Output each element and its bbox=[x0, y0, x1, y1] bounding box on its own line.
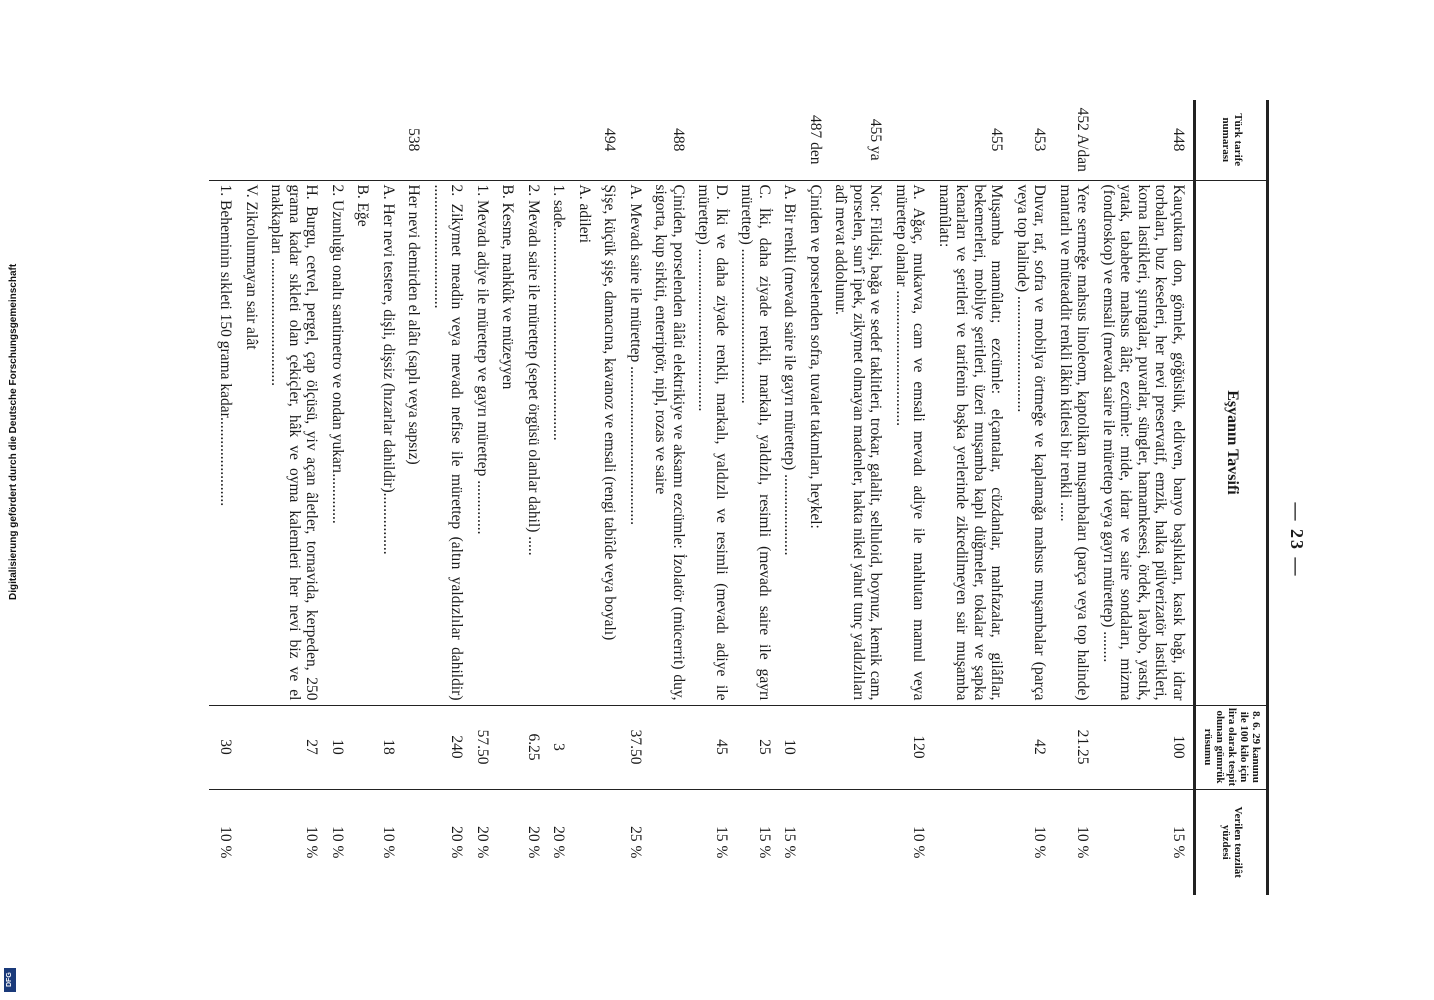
tariff-number-cell bbox=[491, 100, 517, 180]
description-cell: Her nevi demirden el alâtı (saplı veya sapsız) bbox=[397, 180, 423, 705]
description-cell: D. İki ve daha ziyade renkli, markalı, yaldızlı ve resimli (mevadı adiye ile mürettep) .......................................... bbox=[687, 180, 730, 705]
table-row bbox=[423, 100, 466, 895]
description-cell: 1. Mevadı adiye ile mürettep ve gayrı mürettep .............. bbox=[466, 180, 492, 705]
table-row bbox=[321, 100, 347, 895]
description-cell: Duvar, raf, sofra ve mobilya örtmeğe ve kaplamağa mahsus muşambalar (parça veya top halinde) .............................. bbox=[1006, 180, 1049, 705]
customs-duty-cell: 10 bbox=[773, 705, 799, 789]
digitization-credit: Digitalisierung gefördert durch die Deutsche Forschungsgemeinschaft bbox=[8, 263, 19, 600]
reduction-cell bbox=[568, 789, 594, 895]
tariff-number-cell: 494 bbox=[601, 128, 619, 152]
tariff-number-cell bbox=[423, 100, 466, 180]
customs-duty-cell: 45 bbox=[687, 705, 730, 789]
description-cell: 1. Beheminin sıkleti 150 grama kadar....................... bbox=[209, 180, 235, 705]
customs-duty-cell bbox=[644, 705, 687, 789]
customs-duty-cell: 30 bbox=[209, 705, 235, 789]
reduction-cell: 15 % bbox=[687, 789, 730, 895]
table-row bbox=[619, 100, 645, 895]
description-cell: A. Her nevi testere, dişli, dişsiz (hızarlar dahildir)................ bbox=[372, 180, 398, 705]
description-cell: 2. Zikymet meadin veya mevadı nefise ile mürettep (altın yaldızlılar dahildir) ................................ bbox=[423, 180, 466, 705]
customs-duty-cell: 10 bbox=[321, 705, 347, 789]
reduction-cell bbox=[799, 789, 825, 895]
description-cell: H. Burgu, cetvel, pergel, çap ölçüsü, yiv açan âletler, tornavida, kerpeden, 250 grama kadar sıkleti olan çekiçler, hâk ve oyma kalemleri her nevi biz ve el makkapları ................................. bbox=[260, 180, 321, 705]
description-cell: Muşamba mamûlatı; ezcümle: elçantalar, cüzdanlar, mahfazalar, gilâflar, bekemerleri, mobilye şeritleri, üzeri muşamba kaplı düğmeler, tokalar ve şapka kenarları ve şeritleri ve tarifenin başka yerlerinde zikredilmeyen sair muşamba mamûlatı: bbox=[928, 180, 1006, 705]
customs-duty-cell bbox=[397, 705, 423, 789]
customs-duty-cell: 120 bbox=[885, 705, 928, 789]
reduction-cell bbox=[644, 789, 687, 895]
tariff-number-cell: 538 bbox=[405, 128, 423, 152]
table-row bbox=[568, 100, 594, 895]
table-row bbox=[466, 100, 492, 895]
rotated-document-page bbox=[117, 100, 1317, 980]
tariff-number-cell bbox=[235, 100, 261, 180]
tariff-number-cell bbox=[346, 100, 372, 180]
customs-duty-cell bbox=[568, 705, 594, 789]
description-cell: Şişe, küçük şişe, damacına, kavanoz ve emsali (rengi tabiîde veya boyalı) bbox=[593, 180, 619, 705]
table-row bbox=[687, 100, 730, 895]
reduction-cell: 15 % bbox=[1092, 789, 1195, 895]
table-row bbox=[885, 100, 928, 895]
reduction-cell: 10 % bbox=[1049, 789, 1092, 895]
customs-duty-cell: 18 bbox=[372, 705, 398, 789]
description-cell: 2. Mevadı saire ile mürettep (sepet örgüsü olanlar dahil) ..... bbox=[517, 180, 543, 705]
reduction-cell: 20 % bbox=[542, 789, 568, 895]
table-row bbox=[1092, 100, 1195, 895]
table-row bbox=[773, 100, 799, 895]
description-cell: A. adileri bbox=[568, 180, 594, 705]
tariff-number-cell: 453 bbox=[1031, 128, 1049, 152]
tariff-number-cell bbox=[466, 100, 492, 180]
description-cell: A. Bir renkli (mevadı saire ile gayrı mürettep) ..................... bbox=[773, 180, 799, 705]
reduction-cell bbox=[824, 789, 885, 895]
tariff-number-cell bbox=[517, 100, 543, 180]
tariff-number-cell bbox=[730, 100, 773, 180]
tariff-table bbox=[209, 100, 1269, 895]
reduction-cell: 15 % bbox=[773, 789, 799, 895]
tariff-number-cell: 448 bbox=[1170, 128, 1187, 152]
customs-duty-cell: 6.25 bbox=[517, 705, 543, 789]
customs-duty-cell: 21.25 bbox=[1049, 705, 1092, 789]
description-cell: B. Kesme, mahkûk ve müzeyyen bbox=[491, 180, 517, 705]
customs-duty-cell: 240 bbox=[423, 705, 466, 789]
tariff-number-cell: 487 den bbox=[807, 114, 824, 165]
description-cell: 2. Uzunluğu onaltı santimetro ve ondan yukarı............. bbox=[321, 180, 347, 705]
header-customs-duty: 8. 6. 29 kanunu ile 100 kilo için lira olarak tespit olunan gümrük rüsumu bbox=[1195, 705, 1268, 789]
reduction-cell: 20 % bbox=[517, 789, 543, 895]
tariff-number-cell: 452 A/dan bbox=[1074, 107, 1092, 172]
description-cell: Kauçuktan don, gömlek, göğüslük, eldiven, banyo başlıkları, kasık bağı, idrar torbaları, buz keseleri, her nevi preservatif, emzik, halka pülverizatör lastikleri, korna lastikleri, şırıngalar, puvarlar, süngler, hamamkesesi, ördek, lavabo, yastık, yatak, tababete mahsus âlât; ezcümle: mide, idrar ve saire sondaları, mizma (fondroskop) ve emsali (mevadı saire ile mürettep veya gayrı mürettep) ........ bbox=[1092, 180, 1195, 705]
table-row bbox=[372, 100, 398, 895]
tariff-number-cell bbox=[260, 100, 321, 180]
tariff-number-cell bbox=[687, 100, 730, 180]
description-cell: A. Mevadı saire ile mürettep ......................................... bbox=[619, 180, 645, 705]
reduction-cell bbox=[928, 789, 1006, 895]
description-cell: C. İki, daha ziyade renkli, markalı, yaldızlı, resimli (mevadı saire ile gayrı mürettep) ........................................ bbox=[730, 180, 773, 705]
table-row bbox=[824, 100, 885, 895]
header-tariff-number: Türk tarife numarası bbox=[1195, 100, 1268, 180]
reduction-cell: 10 % bbox=[209, 789, 235, 895]
table-header-row bbox=[1195, 100, 1268, 895]
description-cell: Çiniden ve porselenden sofra, tuvalet takımları, heykel: bbox=[799, 180, 825, 705]
customs-duty-cell bbox=[928, 705, 1006, 789]
customs-duty-cell bbox=[491, 705, 517, 789]
tariff-number-cell bbox=[619, 100, 645, 180]
customs-duty-cell: 37.50 bbox=[619, 705, 645, 789]
header-description: Eşyanın Tavsifi bbox=[1195, 180, 1268, 705]
table-row bbox=[397, 100, 423, 895]
dfg-logo: DFG bbox=[4, 968, 16, 992]
reduction-cell: 20 % bbox=[423, 789, 466, 895]
description-cell: 1. sade....................................................... bbox=[542, 180, 568, 705]
reduction-cell: 25 % bbox=[619, 789, 645, 895]
customs-duty-cell: 3 bbox=[542, 705, 568, 789]
table-row bbox=[928, 100, 1006, 895]
table-row bbox=[1006, 100, 1049, 895]
tariff-number-cell: 455 bbox=[988, 128, 1006, 152]
customs-duty-cell: 57.50 bbox=[466, 705, 492, 789]
table-row bbox=[542, 100, 568, 895]
table-row bbox=[260, 100, 321, 895]
reduction-cell: 10 % bbox=[372, 789, 398, 895]
reduction-cell bbox=[491, 789, 517, 895]
customs-duty-cell: 100 bbox=[1092, 705, 1195, 789]
tariff-number-cell: 455 ya bbox=[867, 118, 885, 161]
reduction-cell: 10 % bbox=[885, 789, 928, 895]
table-row bbox=[209, 100, 235, 895]
table-row bbox=[644, 100, 687, 895]
header-reduction-percent: Verilen tenzilât yüzdesi bbox=[1195, 789, 1268, 895]
reduction-cell: 20 % bbox=[466, 789, 492, 895]
reduction-cell bbox=[235, 789, 261, 895]
customs-duty-cell bbox=[346, 705, 372, 789]
customs-duty-cell bbox=[235, 705, 261, 789]
customs-duty-cell bbox=[824, 705, 885, 789]
reduction-cell: 10 % bbox=[1006, 789, 1049, 895]
reduction-cell bbox=[397, 789, 423, 895]
tariff-number-cell bbox=[568, 100, 594, 180]
table-row bbox=[593, 100, 619, 895]
table-row bbox=[346, 100, 372, 895]
reduction-cell: 10 % bbox=[260, 789, 321, 895]
reduction-cell bbox=[593, 789, 619, 895]
page-number: — 23 — bbox=[1287, 502, 1307, 578]
table-row bbox=[235, 100, 261, 895]
reduction-cell: 10 % bbox=[321, 789, 347, 895]
tariff-number-cell bbox=[321, 100, 347, 180]
table-row bbox=[517, 100, 543, 895]
customs-duty-cell bbox=[799, 705, 825, 789]
reduction-cell: 15 % bbox=[730, 789, 773, 895]
table-row bbox=[491, 100, 517, 895]
tariff-number-cell: 488 bbox=[670, 128, 687, 152]
table-row bbox=[799, 100, 825, 895]
description-cell: Not: Fildişi, bağa ve sedef taklitleri, trokar, galalit, selluloid, boynuz, kemik cam, porselen, sun'î ipek, zikymet olmayan madenler, hakta nikel yahut tunç yaldızlıları adî mevat addolunur. bbox=[824, 180, 885, 705]
description-cell: A. Ağaç, mukavva, cam ve emsali mevadı adiye ile mahlutan mamul veya mürettep olanlar ................................... bbox=[885, 180, 928, 705]
customs-duty-cell: 27 bbox=[260, 705, 321, 789]
table-row bbox=[1049, 100, 1092, 895]
customs-duty-cell bbox=[593, 705, 619, 789]
description-cell: B. Eğe bbox=[346, 180, 372, 705]
customs-duty-cell: 42 bbox=[1006, 705, 1049, 789]
description-cell: V. Zikrolunmayan sair alât bbox=[235, 180, 261, 705]
tariff-number-cell bbox=[209, 100, 235, 180]
tariff-body bbox=[209, 100, 1195, 895]
tariff-number-cell bbox=[542, 100, 568, 180]
customs-duty-cell: 25 bbox=[730, 705, 773, 789]
tariff-number-cell bbox=[773, 100, 799, 180]
table-row bbox=[730, 100, 773, 895]
tariff-number-cell bbox=[885, 100, 928, 180]
description-cell: Çiniden, porselenden âlâti elektrikiye ve aksamı ezcümle: İzolatör (mücerrit) duy, sigorta, kup sirkiti, enterriptör, nipl, rozas ve saire bbox=[644, 180, 687, 705]
tariff-number-cell bbox=[372, 100, 398, 180]
reduction-cell bbox=[346, 789, 372, 895]
description-cell: Yere sermeğe mahsus linoleom, kaptolikan muşambaları (parça veya top halinde) mantarlı ve müteaddit renkli lâkin kitlesi bir renkli ..... bbox=[1049, 180, 1092, 705]
